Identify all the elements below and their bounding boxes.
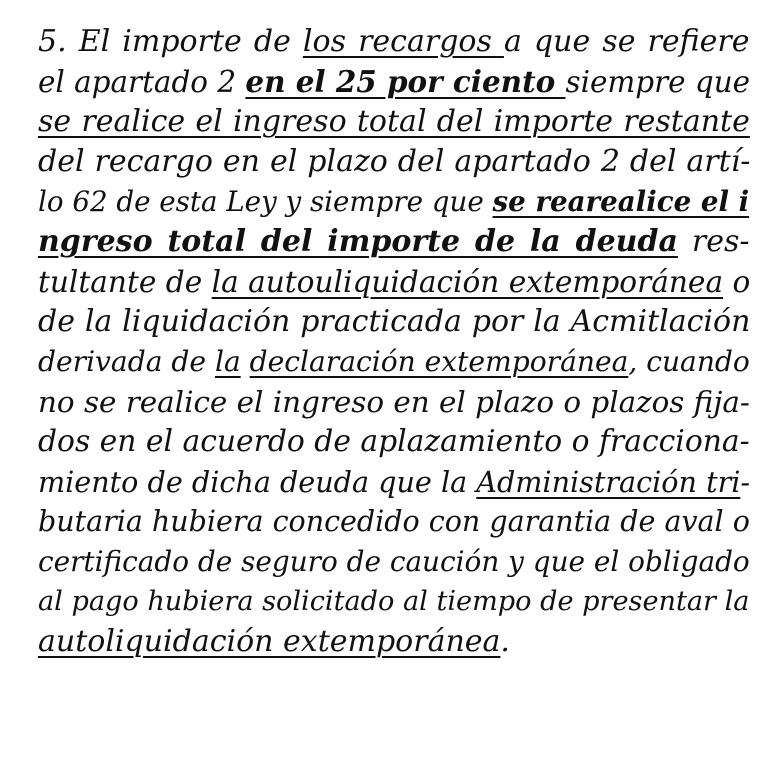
text-segment: siempre que [565, 65, 751, 99]
text-line [38, 62, 750, 102]
legal-paragraph [38, 22, 750, 662]
text-segment: tultante de [38, 265, 212, 299]
text-segment: del recargo en el plazo del apartado 2 del artí- [38, 144, 751, 179]
text-segment: derivada de [38, 345, 215, 378]
text-segment: certificado de seguro de caución y que el obligado [38, 545, 750, 578]
underlined-phrase: declaración extemporánea [249, 345, 629, 378]
text-line [38, 22, 750, 62]
text-segment: dos en el acuerdo de aplazamiento o fracciona- [38, 424, 750, 459]
text-line [38, 542, 750, 582]
text-line [38, 342, 750, 382]
underlined-phrase: se rearealice el i [492, 185, 750, 218]
text-line [38, 102, 750, 142]
underlined-phrase: los recargos [302, 24, 504, 59]
text-segment: miento de dicha deuda que la [38, 465, 477, 499]
text-line [38, 462, 750, 502]
underlined-phrase: se realice el ingreso total del importe restante [38, 104, 750, 139]
text-segment: el apartado 2 [38, 65, 246, 99]
text-line [38, 422, 750, 462]
text-line [38, 142, 750, 182]
text-segment: res- [677, 224, 750, 259]
text-segment: de la liquidación practicada por la Acmitlación [38, 304, 751, 339]
text-segment: al pago hubiera solicitado al tiempo de presentar la [38, 586, 750, 617]
text-segment: a que se refiere [503, 24, 750, 59]
text-line [38, 222, 750, 262]
text-line [38, 382, 750, 422]
text-segment: butaria hubiera concedido con garantia de aval o [38, 505, 750, 538]
text-segment: lo 62 de esta Ley y siempre que [38, 185, 493, 218]
text-line [38, 262, 750, 302]
underlined-phrase: la [214, 345, 241, 378]
text-segment: no se realice el ingreso en el plazo o plazos fija- [38, 385, 750, 419]
text-line [38, 622, 750, 662]
text-segment [241, 345, 250, 378]
underlined-phrase: ngreso total del importe de la deuda [38, 224, 678, 259]
text-line [38, 502, 750, 542]
underlined-phrase: autoliquidación extemporánea [38, 624, 501, 659]
text-segment: 5. El importe de [38, 24, 303, 59]
text-line [38, 182, 750, 222]
text-segment: . [500, 624, 510, 659]
text-segment: o [723, 265, 751, 299]
underlined-phrase: en el 25 por ciento [245, 64, 566, 99]
underlined-phrase: la autouliquidación extemporánea [211, 265, 724, 299]
text-line [38, 582, 750, 622]
text-segment: , cuando [628, 345, 750, 378]
text-line [38, 302, 750, 342]
underlined-phrase: Administración tri [476, 465, 741, 499]
text-segment: - [740, 465, 751, 499]
